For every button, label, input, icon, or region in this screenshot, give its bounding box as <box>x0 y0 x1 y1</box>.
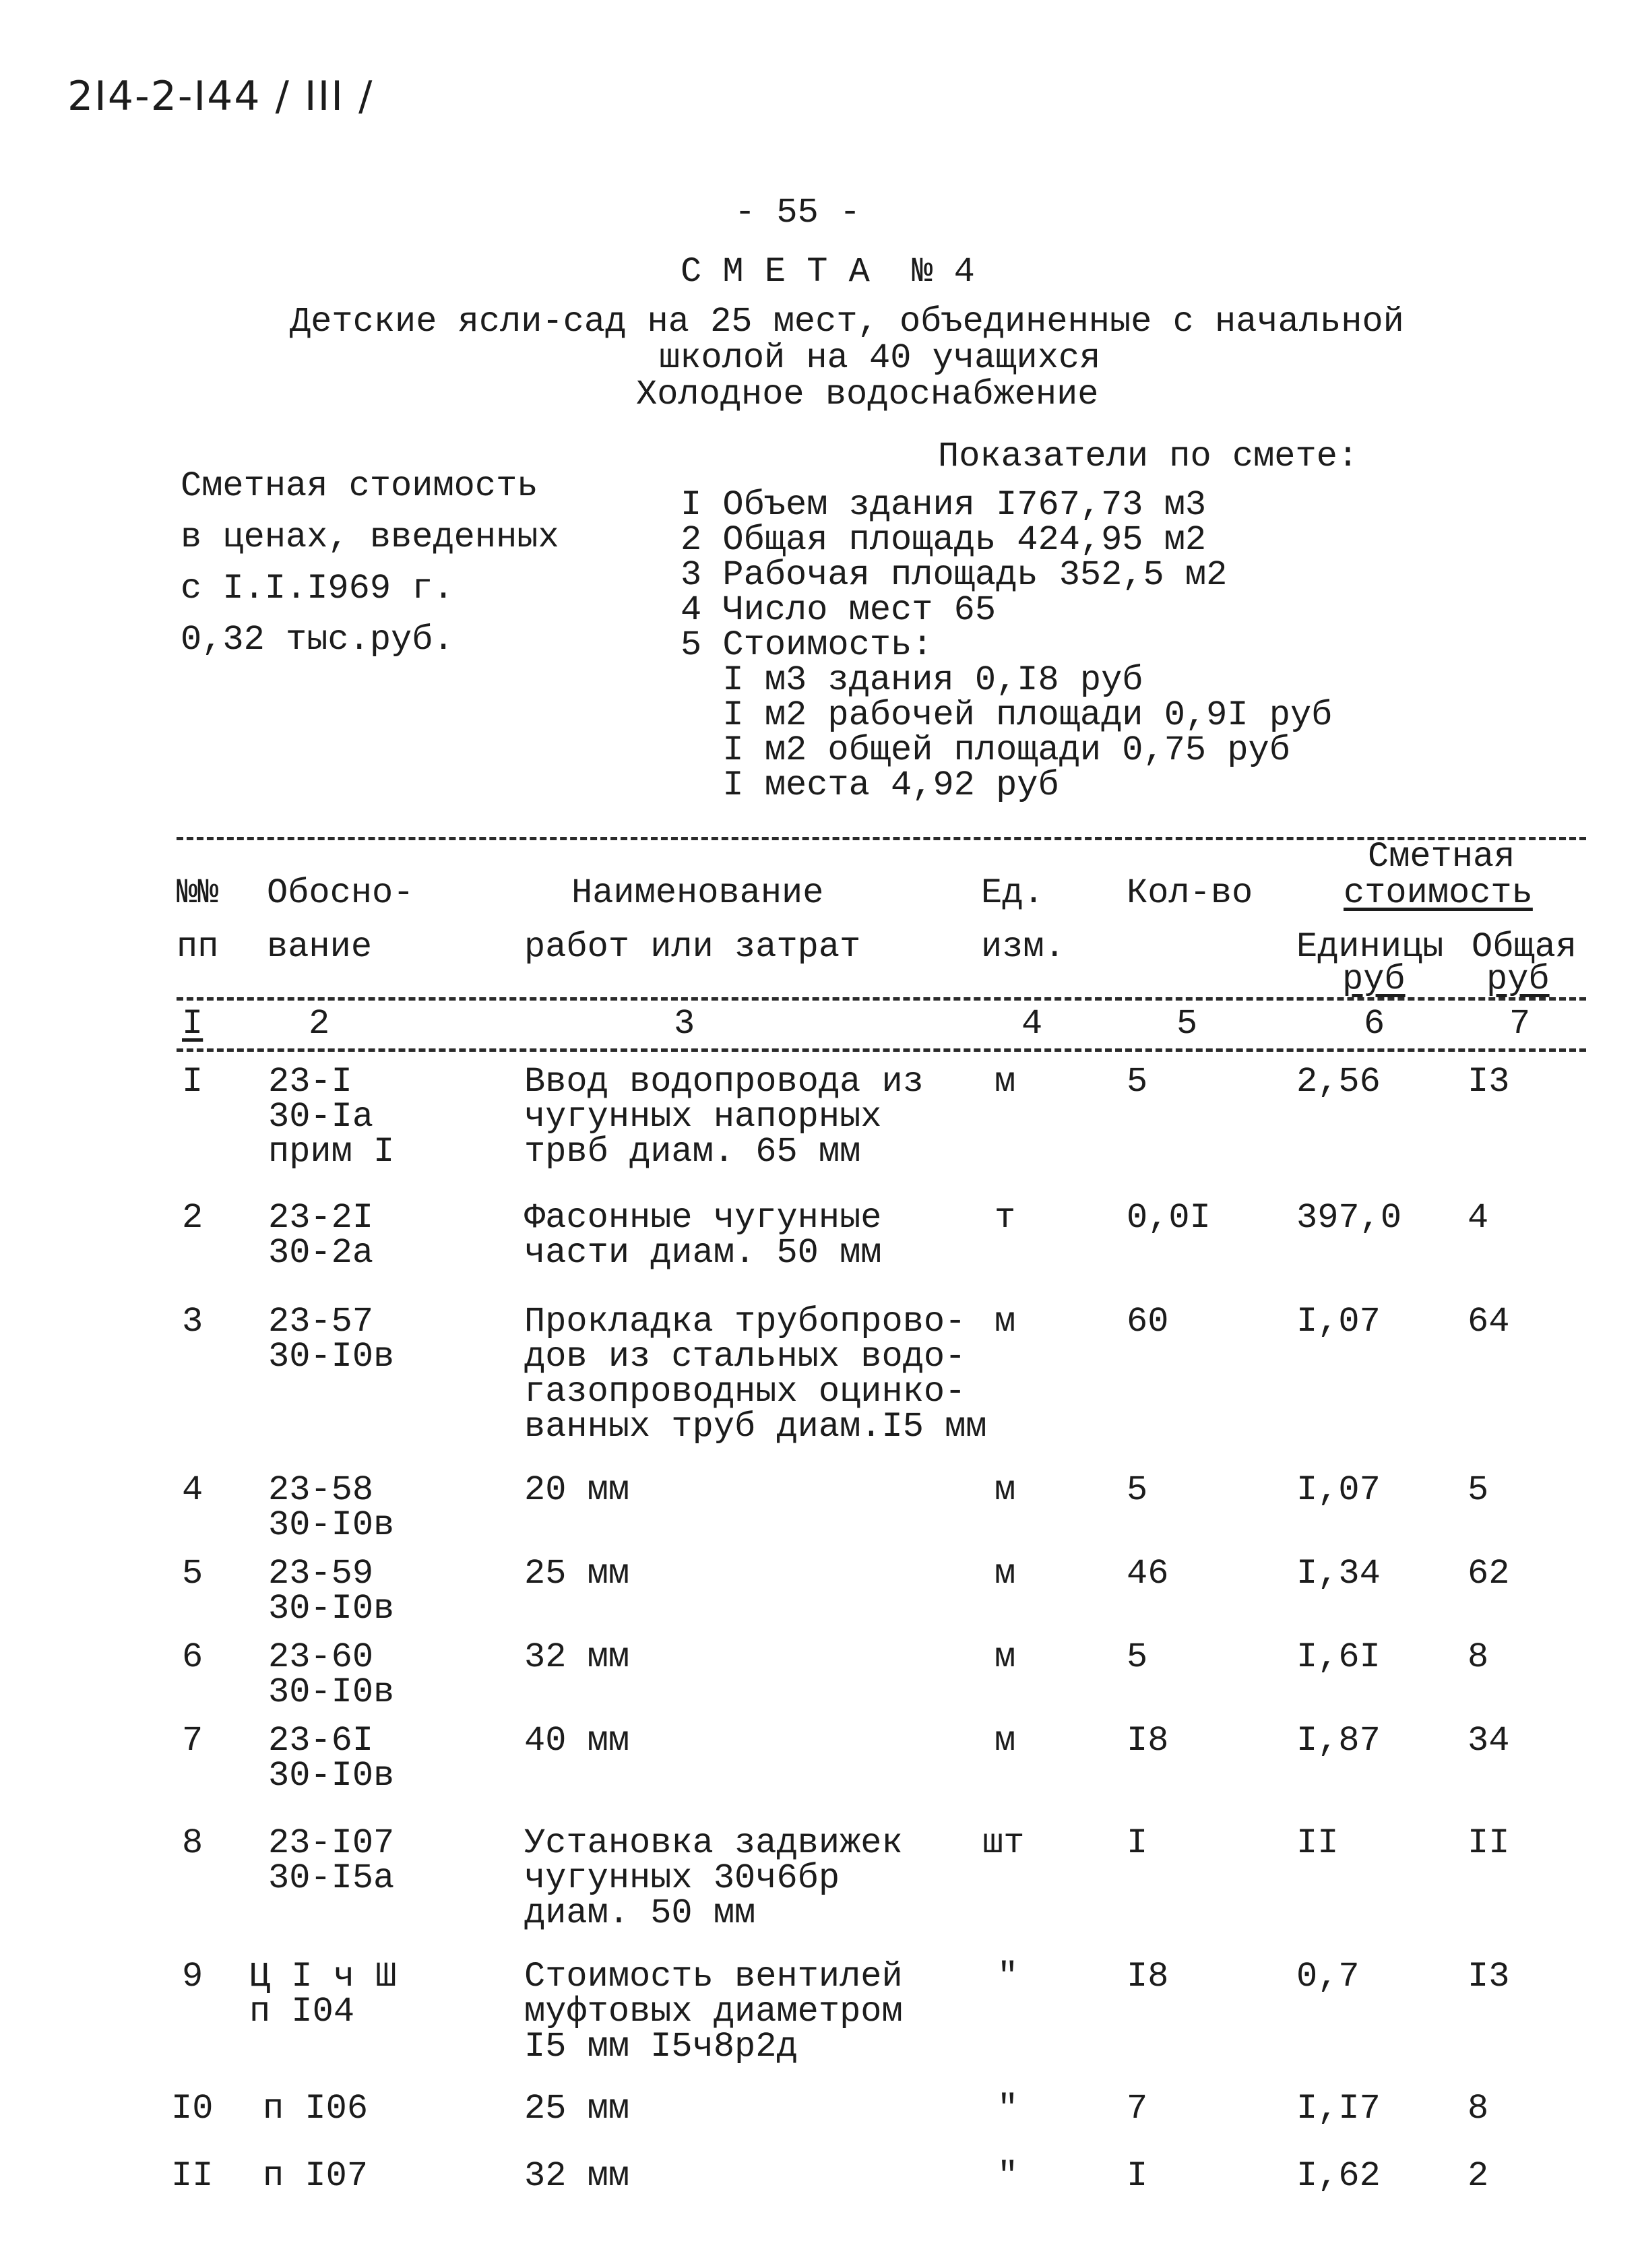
row-total: 5 <box>1468 1470 1489 1510</box>
row-name: диам. 50 мм <box>524 1893 756 1933</box>
header-total-line-1: Общая <box>1472 927 1577 967</box>
cost-block-line-1: Сметная стоимость <box>181 466 538 506</box>
indicator-line: I Объем здания I767,73 м3 <box>681 485 1207 525</box>
row-quantity: 7 <box>1127 2089 1148 2129</box>
indicators-title: Показатели по смете: <box>938 437 1359 476</box>
row-name: 40 мм <box>524 1721 630 1761</box>
row-total: 2 <box>1468 2156 1489 2196</box>
row-basis: 30-2а <box>268 1233 374 1273</box>
header-number-line-1: №№ <box>177 873 219 913</box>
row-basis: 30-Iа <box>268 1097 374 1137</box>
row-unit-cost: I,07 <box>1296 1470 1381 1510</box>
row-number: I0 <box>171 2089 214 2129</box>
row-quantity: 5 <box>1127 1637 1148 1677</box>
row-basis: 23-I <box>268 1062 352 1102</box>
header-cost-group-line-1: Сметная <box>1368 837 1515 877</box>
cost-block-line-2: в ценах, введенных <box>181 517 559 557</box>
row-total: 34 <box>1468 1721 1510 1761</box>
row-name: 25 мм <box>524 1554 630 1594</box>
indicator-line: 3 Рабочая площадь 352,5 м2 <box>681 555 1228 595</box>
column-number: 4 <box>1021 1004 1043 1044</box>
header-unit-line-1: Ед. <box>981 873 1044 913</box>
row-basis: 23-58 <box>268 1470 374 1510</box>
row-name: 20 мм <box>524 1470 630 1510</box>
row-basis: 30-I5а <box>268 1858 395 1898</box>
row-total: II <box>1468 1823 1510 1863</box>
row-unit: м <box>995 1637 1016 1677</box>
row-unit: м <box>995 1062 1016 1102</box>
row-quantity: 0,0I <box>1127 1198 1211 1238</box>
row-name: Прокладка трубопрово- <box>524 1302 966 1342</box>
row-unit: " <box>997 2156 1019 2196</box>
row-unit: " <box>997 1957 1019 1996</box>
row-basis: 23-60 <box>268 1637 374 1677</box>
row-basis: Ц I ч Ш <box>249 1957 397 1996</box>
row-name: Фасонные чугунные <box>524 1198 882 1238</box>
row-unit-cost: I,07 <box>1296 1302 1381 1342</box>
row-basis: 30-I0в <box>268 1337 395 1377</box>
row-unit: шт <box>982 1823 1025 1863</box>
row-number: 8 <box>182 1823 203 1863</box>
cost-block-line-4: 0,32 тыс.руб. <box>181 620 454 660</box>
row-name: I5 мм I5ч8р2д <box>524 2027 798 2067</box>
indicator-line: I м2 общей площади 0,75 руб <box>681 730 1290 770</box>
row-basis: 23-I07 <box>268 1823 395 1863</box>
row-quantity: I <box>1127 2156 1148 2196</box>
row-quantity: 5 <box>1127 1062 1148 1102</box>
row-total: 62 <box>1468 1554 1510 1594</box>
indicator-line: I м2 рабочей площади 0,9I руб <box>681 695 1333 735</box>
header-basis-line-1: Обосно- <box>267 873 414 913</box>
row-number: 4 <box>182 1470 203 1510</box>
row-total: 64 <box>1468 1302 1510 1342</box>
row-name: 32 мм <box>524 1637 630 1677</box>
estimate-title: С М Е Т А № 4 <box>681 252 975 292</box>
row-name: Ввод водопровода из <box>524 1062 924 1102</box>
row-number: 9 <box>182 1957 203 1996</box>
column-number: 6 <box>1364 1004 1385 1044</box>
row-number: 5 <box>182 1554 203 1594</box>
row-name: Установка задвижек <box>524 1823 903 1863</box>
row-unit-cost: I,6I <box>1296 1637 1381 1677</box>
header-bottom-rule <box>177 997 1586 1001</box>
row-number: 7 <box>182 1721 203 1761</box>
row-unit-cost: 397,0 <box>1296 1198 1402 1238</box>
row-unit: " <box>997 2089 1019 2129</box>
row-name: газопроводных оцинко- <box>524 1372 966 1412</box>
row-unit: м <box>995 1470 1016 1510</box>
row-quantity: 60 <box>1127 1302 1169 1342</box>
row-total: 8 <box>1468 2089 1489 2129</box>
subtitle-line-1: Детские ясли-сад на 25 мест, объединенные с начальной <box>290 302 1404 342</box>
row-name: 32 мм <box>524 2156 630 2196</box>
row-basis: 30-I0в <box>268 1756 395 1796</box>
row-number: 6 <box>182 1637 203 1677</box>
row-basis: 30-I0в <box>268 1589 395 1629</box>
row-name: чугунных напорных <box>524 1097 882 1137</box>
header-total-line-2: руб <box>1486 959 1550 999</box>
header-unit-line-2: изм. <box>981 927 1065 967</box>
row-number: 3 <box>182 1302 203 1342</box>
row-quantity: 46 <box>1127 1554 1169 1594</box>
row-name: части диам. 50 мм <box>524 1233 882 1273</box>
row-total: 8 <box>1468 1637 1489 1677</box>
subtitle-line-2: школой на 40 учащихся <box>659 338 1101 378</box>
header-quantity: Кол-во <box>1127 873 1253 913</box>
row-total: I3 <box>1468 1062 1510 1102</box>
row-name: Стоимость вентилей <box>524 1957 903 1996</box>
page-number: - 55 - <box>734 193 861 232</box>
row-name: муфтовых диаметром <box>524 1992 903 2031</box>
row-total: 4 <box>1468 1198 1489 1238</box>
row-quantity: I8 <box>1127 1721 1169 1761</box>
row-name: ванных труб диам.I5 мм <box>524 1407 987 1447</box>
row-basis: 30-I0в <box>268 1505 395 1545</box>
header-basis-line-2: вание <box>267 927 373 967</box>
row-quantity: I <box>1127 1823 1148 1863</box>
row-unit-cost: I,I7 <box>1296 2089 1381 2129</box>
column-number: I <box>182 1004 203 1044</box>
row-unit-cost: I,34 <box>1296 1554 1381 1594</box>
row-name: дов из стальных водо- <box>524 1337 966 1377</box>
row-unit: м <box>995 1302 1016 1342</box>
row-basis: 30-I0в <box>268 1672 395 1712</box>
column-number: 7 <box>1509 1004 1531 1044</box>
row-basis: прим I <box>268 1132 395 1172</box>
row-unit-cost: II <box>1296 1823 1339 1863</box>
row-unit-cost: 0,7 <box>1296 1957 1360 1996</box>
indicator-line: 2 Общая площадь 424,95 м2 <box>681 520 1207 560</box>
row-basis: 23-2I <box>268 1198 374 1238</box>
indicator-line: 4 Число мест 65 <box>681 590 997 630</box>
row-unit-cost: I,62 <box>1296 2156 1381 2196</box>
row-unit: м <box>995 1721 1016 1761</box>
row-basis: 23-59 <box>268 1554 374 1594</box>
header-unit-cost-line-2: руб <box>1342 959 1406 999</box>
header-unit-cost-line-1: Единицы <box>1296 927 1444 967</box>
row-name: 25 мм <box>524 2089 630 2129</box>
row-number: II <box>171 2156 214 2196</box>
row-unit-cost: I,87 <box>1296 1721 1381 1761</box>
row-basis: 23-57 <box>268 1302 374 1342</box>
row-unit: т <box>995 1198 1016 1238</box>
subtitle-line-3: Холодное водоснабжение <box>636 375 1099 414</box>
column-number-rule <box>177 1048 1586 1052</box>
column-number: 3 <box>674 1004 695 1044</box>
column-number: 5 <box>1176 1004 1198 1044</box>
row-quantity: 5 <box>1127 1470 1148 1510</box>
row-number: I <box>182 1062 203 1102</box>
row-basis: п I04 <box>249 1992 355 2031</box>
row-name: чугунных 30ч6бр <box>524 1858 840 1898</box>
cost-block-line-3: с I.I.I969 г. <box>181 569 454 608</box>
indicator-line: I м3 здания 0,I8 руб <box>681 660 1143 700</box>
row-number: 2 <box>182 1198 203 1238</box>
indicator-line: 5 Стоимость: <box>681 625 933 665</box>
header-name-line-1: Наименование <box>571 873 824 913</box>
row-unit: м <box>995 1554 1016 1594</box>
header-number-line-2: пп <box>177 927 219 967</box>
indicator-line: I места 4,92 руб <box>681 765 1059 805</box>
row-total: I3 <box>1468 1957 1510 1996</box>
row-unit-cost: 2,56 <box>1296 1062 1381 1102</box>
column-number: 2 <box>309 1004 330 1044</box>
row-basis: 23-6I <box>268 1721 374 1761</box>
header-cost-group-line-2: стоимость <box>1344 873 1533 913</box>
row-name: трвб диам. 65 мм <box>524 1132 861 1172</box>
row-quantity: I8 <box>1127 1957 1169 1996</box>
document-code: 2I4-2-I44 / III / <box>67 73 374 120</box>
row-basis: п I07 <box>263 2156 369 2196</box>
header-name-line-2: работ или затрат <box>524 927 861 967</box>
row-basis: п I06 <box>263 2089 369 2129</box>
